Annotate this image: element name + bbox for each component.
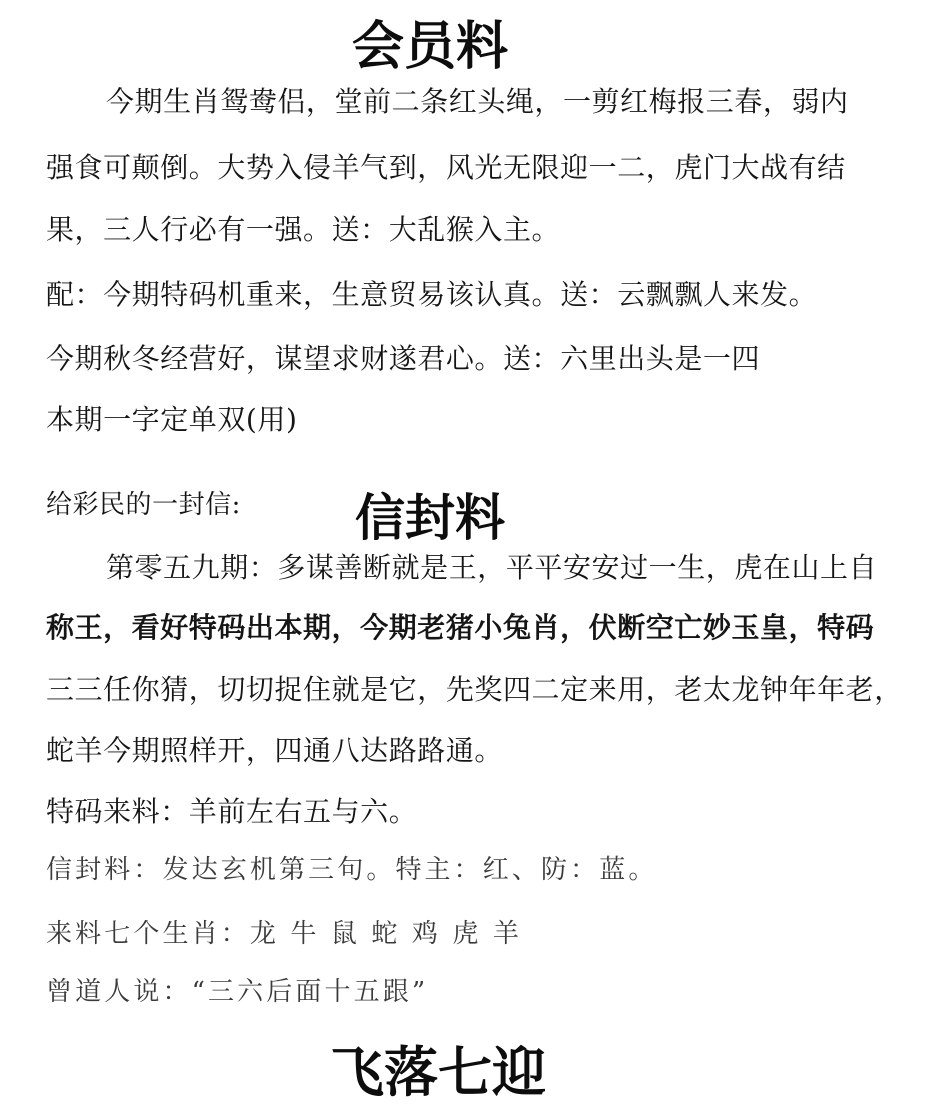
envelope-line-1: 第零五九期：多谋善断就是王，平平安安过一生，虎在山上自 (106, 551, 878, 584)
member-line-4: 配：今期特码机重来，生意贸易该认真。送：云飘飘人来发。 (46, 278, 818, 311)
member-line-6: 本期一字定单双(用) (46, 403, 298, 436)
envelope-line-3: 三三任你猜，切切捉住就是它，先奖四二定来用，老太龙钟年年老， (46, 673, 903, 706)
member-line-5: 今期秋冬经营好，谋望求财遂君心。送：六里出头是一四 (46, 342, 761, 375)
letter-intro: 给彩民的一封信: (46, 490, 241, 520)
envelope-line-8: 曾道人说：“三六后面十五跟” (46, 977, 429, 1007)
envelope-line-5: 特码来料：羊前左右五与六。 (46, 795, 418, 828)
fly-falling-seven-title: 飞落七迎 (330, 1040, 546, 1104)
member-material-title: 会员料 (352, 16, 509, 77)
member-line-3: 果，三人行必有一强。送：大乱猴入主。 (46, 213, 561, 246)
envelope-line-4: 蛇羊今期照样开，四通八达路路通。 (46, 734, 503, 767)
member-line-2: 强食可颠倒。大势入侵羊气到，风光无限迎一二，虎门大战有结 (46, 151, 846, 184)
envelope-line-7: 来料七个生肖：龙 牛 鼠 蛇 鸡 虎 羊 (46, 919, 522, 949)
envelope-material-title: 信封料 (355, 488, 505, 547)
member-line-1: 今期生肖鸳鸯侣，堂前二条红头绳，一剪红梅报三春，弱内 (106, 85, 849, 118)
envelope-line-6: 信封料：发达玄机第三句。特主：红、防：蓝。 (46, 855, 658, 885)
envelope-line-2: 称王，看好特码出本期，今期老猪小兔肖，伏断空亡妙玉皇，特码 (46, 611, 875, 644)
